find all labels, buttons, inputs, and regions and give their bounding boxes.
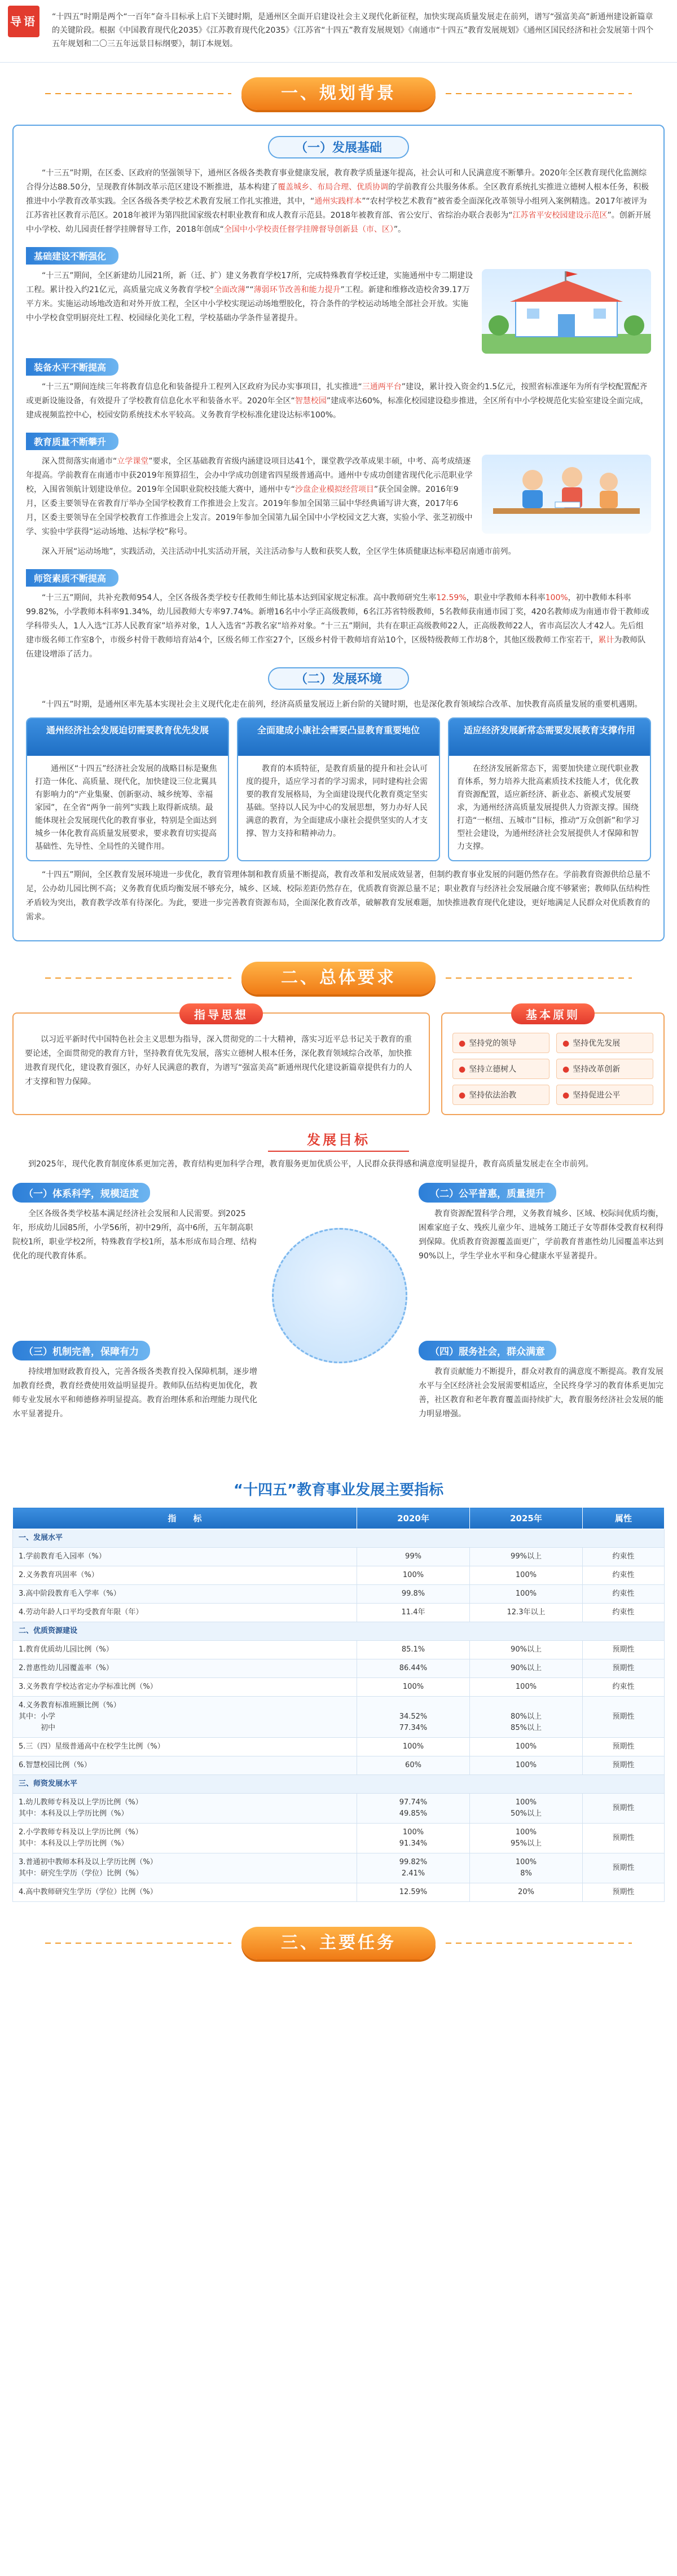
table-cell-v2025: 80%以上 85%以上 <box>470 1697 583 1738</box>
table-cell-attr: 预期性 <box>583 1824 665 1853</box>
campus-illustration <box>482 269 651 354</box>
goal-grid <box>12 1177 665 1470</box>
table-row <box>13 1883 665 1902</box>
table-row <box>13 1604 665 1622</box>
guiding-ideology-box <box>12 1008 430 1115</box>
group-label: 一、发展水平 <box>13 1529 665 1548</box>
table-cell-v2025: 99%以上 <box>470 1548 583 1566</box>
goal-label: （一）体系科学，规模适度 <box>12 1183 150 1203</box>
table-cell-v2020: 34.52% 77.34% <box>357 1697 470 1738</box>
table-cell-v2025: 90%以上 <box>470 1641 583 1659</box>
bullet-icon: ● <box>459 1091 466 1100</box>
table-cell-v2025: 100% 8% <box>470 1853 583 1883</box>
environment-column <box>448 717 651 861</box>
column-header: 2020年 <box>357 1508 470 1529</box>
table-cell-label: 1.学前教育毛入园率（%） <box>13 1548 357 1566</box>
infrastructure-paragraph: “十三五”期间，全区新建幼儿园21所，新（迁、扩）建义务教育学校17所，完成特殊教育学校迁建，实施通州中专二期建设工程。累计投入约21亿元，高质量完成义务教育学校“全面改薄”“薄弱环节改善和能力提升”工程。新建和维修改造校舍39.17万平方米。实施运动场地改造和对外开放工程，全区中小学校实现运动场地塑胶化，符合条件的学校运动场地全部社会开放。实施中小学校食堂明厨亮灶工程、校园绿化美化工程，学校基础办学条件显著提升。 <box>26 271 473 323</box>
goal-center-illustration <box>272 1228 407 1363</box>
students-icon <box>482 455 651 534</box>
intro <box>0 0 677 63</box>
table-cell-v2025: 100% <box>470 1756 583 1775</box>
table-cell-attr: 预期性 <box>583 1794 665 1824</box>
table-cell-attr: 约束性 <box>583 1585 665 1604</box>
table-cell-v2020: 12.59% <box>357 1883 470 1902</box>
background-paragraph: “十三五”时期，在区委、区政府的坚强领导下，通州区各级各类教育事业健康发展，教育教学质量逐年提高，社会认可和人民满意度不断攀升。2020年全区教育现代化监测综合得分达88.50分，呈现教育体制改革示范区建设不断推进，基本构建了覆盖城乡、布局合理、优质协调的学前教育公共服务体系。全区教育系统扎实推进立德树人根本任务，积极推进中小学教育改革实践。全区各级各类学校艺术教育发展工作扎实推进，其中，“通州实践样本”“农村学校艺术教育”被省委全面深化改革领导小组列入案例精选。2017年被评为江苏省社区教育示范区。2018年被评为第四批国家级农村职业教育和成人教育示范县。2018年被教育部、省公安厅、省综治办联合表彰为“江苏省平安校园建设示范区”。创新开展中小学校、幼儿园责任督学挂牌督导工作，2018年创成“全国中小学校责任督学挂牌督导创新县（市、区）”。 <box>26 169 651 234</box>
bullet-icon: ● <box>562 1065 570 1074</box>
table-cell-label: 3.普通初中教师本科及以上学历比例（%） 其中：研究生学历（学位）比例（%） <box>13 1853 357 1883</box>
table-cell-v2025: 100% <box>470 1585 583 1604</box>
principle-item: ● 坚持促进公平 <box>556 1085 653 1105</box>
goal-label: （三）机制完善，保障有力 <box>12 1341 150 1360</box>
environment-column-text: 教育的本质特征，是教育质量的提升和社会认可度的提升，适应学习者的学习需求，同时建构社会需要的教育发展格局，为全面建设现代化教育奠定坚实基础。坚持以人民为中心的发展思想，努力办好人民满意的教育，为全面建成小康社会提供坚实的人才支撑、智力支持和精神动力。 <box>246 764 428 838</box>
table-cell-v2020: 99% <box>357 1548 470 1566</box>
table-cell-v2025: 100% <box>470 1566 583 1585</box>
environment-summary: “十四五”期间，全区教育发展环境进一步优化，教育管理体制和教育质量不断提高，教育改革和发展成效显著，但制约教育事业发展的问题仍然存在。学前教育资源供给总量不足，公办幼儿园比例不高；义务教育优质均衡发展不够充分，城乡、区域、校际差距仍然存在，优质教育资源总量不足；职业教育与经济社会发展融合度不够紧密；教师队伍结构性矛盾较为突出，教育教学改革有待深化。为此，要进一步完善教育资源布局，全面深化教育改革，破解教育发展难题，加快推进教育现代化建设，更好地满足人民群众对优质教育的需求。 <box>26 870 650 922</box>
table-cell-v2025: 100% <box>470 1738 583 1756</box>
goal-text: 教育资源配置科学合理，义务教育城乡、区域、校际间优质均衡，困难家庭子女、残疾儿童少年、进城务工随迁子女等群体受教育权利得到保障。优质教育资源覆盖面更广，学前教育普惠性幼儿园覆盖率达到90%以上，学生学业水平和身心健康水平显著提升。 <box>419 1209 663 1261</box>
table-cell-v2020: 100% <box>357 1678 470 1697</box>
campus-icon <box>482 269 651 354</box>
goal-item <box>12 1183 261 1263</box>
table-cell-v2020: 85.1% <box>357 1641 470 1659</box>
section-banner-background <box>0 69 677 118</box>
section-banner-overall <box>0 954 677 1002</box>
goal-text: 全区各级各类学校基本满足经济社会发展和人民需要。到2025年，形成幼儿园85所，小学56所，初中29所，高中6所，五年制高职院校1所，职业学校2所，特殊教育学校1所，基本形成布局合理、结构优化的现代教育体系。 <box>12 1209 257 1261</box>
table-row <box>13 1641 665 1659</box>
intro-text: “十四五”时期是两个“一百年”奋斗目标承上启下关键时期，是通州区全面开启建设社会主义现代化新征程，加快实现高质量发展走在前列，谱写“强富美高”新通州建设新篇章的关键阶段。根据《中国教育现代化2035》《江苏教育现代化2035》《江苏省“十四五”教育发展规划》《南通市“十四五”教育发展规划》《通州区国民经济和社会发展第十四个五年规划和二〇三五年远景目标纲要》，制订本规划。 <box>52 12 654 49</box>
table-cell-v2025: 20% <box>470 1883 583 1902</box>
table-row <box>13 1824 665 1853</box>
table-cell-attr: 预期性 <box>583 1659 665 1678</box>
principles-list <box>452 1033 653 1105</box>
table-row <box>13 1659 665 1678</box>
table-group-row <box>13 1775 665 1794</box>
column-header: 2025年 <box>470 1508 583 1529</box>
bullet-icon: ● <box>562 1091 570 1100</box>
section-title: 一、规划背景 <box>241 77 436 110</box>
guiding-ideology-label: 指导思想 <box>179 1003 263 1024</box>
table-cell-attr: 约束性 <box>583 1548 665 1566</box>
table-cell-attr: 预期性 <box>583 1641 665 1659</box>
table-cell-label: 1.幼儿教师专科及以上学历比例（%） 其中：本科及以上学历比例（%） <box>13 1794 357 1824</box>
subheading-quality: 教育质量不断攀升 <box>26 433 118 450</box>
goal-intro: 到2025年，现代化教育制度体系更加完善，教育结构更加科学合理，教育服务更加优质公平，人民群众获得感和满意度明显提升，教育高质量发展走在全市前列。 <box>28 1160 594 1169</box>
table-cell-attr: 预期性 <box>583 1853 665 1883</box>
indicators-body <box>13 1529 665 1902</box>
goal-title: 发展目标 <box>268 1129 409 1152</box>
environment-intro: “十四五”时期，是通州区率先基本实现社会主义现代化走在前列，经济高质量发展迈上新台阶的关键时期，也是深化教育领域综合改革、加快教育高质量发展的重要机遇期。 <box>42 700 643 709</box>
table-cell-v2020: 99.82% 2.41% <box>357 1853 470 1883</box>
principle-item: ● 坚持改革创新 <box>556 1059 653 1079</box>
environment-column-heading: 全面建成小康社会需要凸显教育重要地位 <box>238 719 439 756</box>
table-cell-label: 2.普惠性幼儿园覆盖率（%） <box>13 1659 357 1678</box>
indicators-title: “十四五”教育事业发展主要指标 <box>233 1482 444 1499</box>
table-cell-v2020: 100% <box>357 1566 470 1585</box>
basic-principles-box <box>441 1008 665 1115</box>
table-cell-v2025: 12.3年以上 <box>470 1604 583 1622</box>
guiding-ideology-text: 以习近平新时代中国特色社会主义思想为指导，深入贯彻党的二十大精神，落实习近平总书记关于教育的重要论述，全面贯彻党的教育方针，坚持教育优先发展，落实立德树人根本任务，深化教育领域综合改革，加快推进教育现代化，建设教育强区，办好人民满意的教育，为谱写“强富美高”新通州现代化建设新篇章提供有力的人才支撑和智力保障。 <box>25 1035 412 1086</box>
indicators-table <box>12 1507 665 1902</box>
table-cell-v2020: 100% 91.34% <box>357 1824 470 1853</box>
table-header-row <box>13 1508 665 1529</box>
table-cell-attr: 预期性 <box>583 1883 665 1902</box>
environment-column <box>26 717 229 861</box>
background-title: （一）发展基础 <box>268 136 409 158</box>
basic-principles-label: 基本原则 <box>511 1003 595 1024</box>
table-cell-v2025: 100% 95%以上 <box>470 1824 583 1853</box>
table-row <box>13 1548 665 1566</box>
table-cell-v2025: 100% 50%以上 <box>470 1794 583 1824</box>
goal-text: 持续增加财政教育投入，完善各级各类教育投入保障机制，逐步增加教育经费，教育经费使用效益明显提升。教师队伍结构更加优化，教师专业发展水平和师德修养明显提高。教育治理体系和治理能力现代化水平显著提升。 <box>12 1367 257 1419</box>
environment-column-heading: 通州经济社会发展迫切需要教育优先发展 <box>27 719 228 756</box>
bullet-icon: ● <box>459 1039 466 1048</box>
students-illustration <box>482 455 651 534</box>
quality-paragraph: 深入贯彻落实南通市“立学课堂”要求，全区基础教育省级内涵建设项目达41个，课堂教学改革成果丰硕，中考、高考成绩逐年提高。学前教育在南通市中获2019年预算招生，会办中学成功创建省四星级普通高中。通州中专成功创建省现代化示范职业学校，入围省领航计划建设单位。2019年全国职业院校技能大赛中，通州中专“沙盘企业模拟经营项目”获全国金牌。2016年9月，区委主要领导在省教育厅举办全国学校教育工作推进会上发言。2019年参加全国第三届中华经典诵写讲大赛，2017年6月，区委主要领导在全国学校教育工作推进会上发言。2019年参加全国第九届全国中小学校园文艺大赛，实验小学、张芝初级中学、实验中学获得“运动场地、达标学校”称号。 <box>26 457 473 536</box>
table-row <box>13 1566 665 1585</box>
table-row <box>13 1794 665 1824</box>
table-cell-attr: 约束性 <box>583 1678 665 1697</box>
environment-column <box>237 717 440 861</box>
table-row <box>13 1697 665 1738</box>
goal-item <box>12 1341 261 1421</box>
table-cell-label: 3.高中阶段教育毛入学率（%） <box>13 1585 357 1604</box>
table-row <box>13 1853 665 1883</box>
goal-item <box>419 1341 665 1421</box>
table-row <box>13 1756 665 1775</box>
quality-paragraph-2: 深入开展“运动场地”，实践活动，关注活动中扎实活动开展，关注活动参与人数和获奖人数，全区学生体质健康达标率稳居南通市前列。 <box>42 547 516 556</box>
subheading-equipment: 装备水平不断提高 <box>26 358 118 376</box>
table-cell-v2020: 60% <box>357 1756 470 1775</box>
principle-item: ● 坚持党的领导 <box>452 1033 549 1053</box>
table-cell-attr: 预期性 <box>583 1738 665 1756</box>
table-cell-label: 3.义务教育学校达省定办学标准比例（%） <box>13 1678 357 1697</box>
table-cell-label: 2.义务教育巩固率（%） <box>13 1566 357 1585</box>
table-cell-v2020: 86.44% <box>357 1659 470 1678</box>
principle-item: ● 坚持依法治教 <box>452 1085 549 1105</box>
table-cell-attr: 预期性 <box>583 1756 665 1775</box>
table-cell-attr: 预期性 <box>583 1697 665 1738</box>
goal-label: （四）服务社会，群众满意 <box>419 1341 556 1360</box>
table-row <box>13 1678 665 1697</box>
table-cell-v2020: 11.4年 <box>357 1604 470 1622</box>
environment-column-heading: 适应经济发展新常态需要发展教育支撑作用 <box>449 719 650 756</box>
equipment-paragraph: “十三五”期间连续三年将教育信息化和装备提升工程列入区政府为民办实事项目，扎实推进“三通两平台”建设，累计投入资金约1.5亿元，按照省标准逐年为所有学校配置配齐或更新设施设备，有效提升了学校教育信息化水平和装备水平。2020年全区“智慧校园”建成率达60%，标准化校园建设稳步推进，全区所有中小学校规范化实验室建设全面完成，建成视频监控中心，校园安防系统技术水平较高。义务教育学校标准化建设达标率100%。 <box>26 382 649 420</box>
table-cell-v2025: 90%以上 <box>470 1659 583 1678</box>
intro-tag: 导语 <box>8 6 39 37</box>
table-cell-label: 4.义务教育标准班额比例（%） 其中：小学 初中 <box>13 1697 357 1738</box>
table-cell-v2020: 97.74% 49.85% <box>357 1794 470 1824</box>
environment-column-text: 在经济发展新常态下，需要加快建立现代职业教育体系，努力培养大批高素质技术技能人才，优化教育资源配置，适应新经济、新业态、新模式发展要求，为通州经济高质量发展提供人力资源支撑。围绕打造“一枢纽、五城市”目标，推动“万众创新”和学习型社会建设，为通州经济社会发展提供人才保障和智力支撑。 <box>457 764 640 851</box>
column-header: 指 标 <box>13 1508 357 1529</box>
section-banner-tasks <box>0 1919 677 1967</box>
table-group-row <box>13 1529 665 1548</box>
table-cell-label: 4.高中教师研究生学历（学位）比例（%） <box>13 1883 357 1902</box>
table-cell-v2020: 99.8% <box>357 1585 470 1604</box>
goal-label: （二）公平普惠，质量提升 <box>419 1183 556 1203</box>
column-header: 属性 <box>583 1508 665 1529</box>
goal-text: 教育贡献能力不断提升，群众对教育的满意度不断提高。教育发展水平与全区经济社会发展需要相适应，全民终身学习的教育体系更加完善，社区教育和老年教育覆盖面持续扩大，教育服务经济社会发展的能力明显增强。 <box>419 1367 663 1419</box>
table-cell-v2025: 100% <box>470 1678 583 1697</box>
environment-columns <box>26 717 651 861</box>
teachers-paragraph: “十三五”期间，共补充教师954人，全区各级各类学校专任教师生师比基本达到国家规定标准。高中教师研究生率12.59%，职业中学教师本科率100%，初中教师本科率99.82%，小学教师本科率91.34%，幼儿园教师大专率97.74%。新增16名中小学正高级教师，6名江苏省特级教师，5名教师获南通市园丁奖，420名教师成为南通市骨干教师或学科带头人，1人入选“江苏人民教育家”培养对象，1人入选省“苏教名家”培养对象。“十三五”期间，共有在职正高级教师22人，正高级教师22人，省市高层次人才42人。先后组建市级名师工作室8个，市级乡村骨干教师培育站4个，区级名师工作室27个，区级乡村骨干教师培育站10个，区级特级教师工作坊8个，其他区级教师工作室若干，累计为教师队伍建设增添了活力。 <box>26 593 649 659</box>
bullet-icon: ● <box>459 1065 466 1074</box>
overall-top <box>12 1008 665 1115</box>
table-group-row <box>13 1622 665 1641</box>
subheading-teachers: 师资素质不断提高 <box>26 569 118 587</box>
table-cell-label: 5.三（四）星级普通高中在校学生比例（%） <box>13 1738 357 1756</box>
principle-item: ● 坚持优先发展 <box>556 1033 653 1053</box>
table-cell-label: 4.劳动年龄人口平均受教育年限（年） <box>13 1604 357 1622</box>
table-cell-v2020: 100% <box>357 1738 470 1756</box>
table-cell-attr: 约束性 <box>583 1604 665 1622</box>
table-cell-label: 2.小学教师专科及以上学历比例（%） 其中：本科及以上学历比例（%） <box>13 1824 357 1853</box>
environment-column-text: 通州区“十四五”经济社会发展的战略目标是聚焦打造一体化、高质量、现代化，加快建设三位北翼具有影响力的“产业集聚、创新驱动、城乡统筹、幸福家园”，在全省“两争一前列”实践上取得新成绩。最能体现社会发展现代化的教育事业，特别是全面达到城乡一体化教育高质量发展要求，要求教育切实提高基础性、先导性、全局性的关键作用。 <box>35 764 217 851</box>
table-cell-attr: 约束性 <box>583 1566 665 1585</box>
table-row <box>13 1585 665 1604</box>
table-cell-label: 1.教育优质幼儿园比例（%） <box>13 1641 357 1659</box>
subheading-infrastructure: 基础建设不断强化 <box>26 247 118 265</box>
group-label: 三、师资发展水平 <box>13 1775 665 1794</box>
table-row <box>13 1738 665 1756</box>
background-frame <box>12 125 665 941</box>
environment-title: （二）发展环境 <box>268 667 409 690</box>
section-title: 二、总体要求 <box>241 962 436 994</box>
section-title: 三、主要任务 <box>241 1927 436 1959</box>
bullet-icon: ● <box>562 1039 570 1048</box>
goal-item <box>419 1183 665 1263</box>
group-label: 二、优质资源建设 <box>13 1622 665 1641</box>
principle-item: ● 坚持立德树人 <box>452 1059 549 1079</box>
table-cell-label: 6.智慧校园比例（%） <box>13 1756 357 1775</box>
